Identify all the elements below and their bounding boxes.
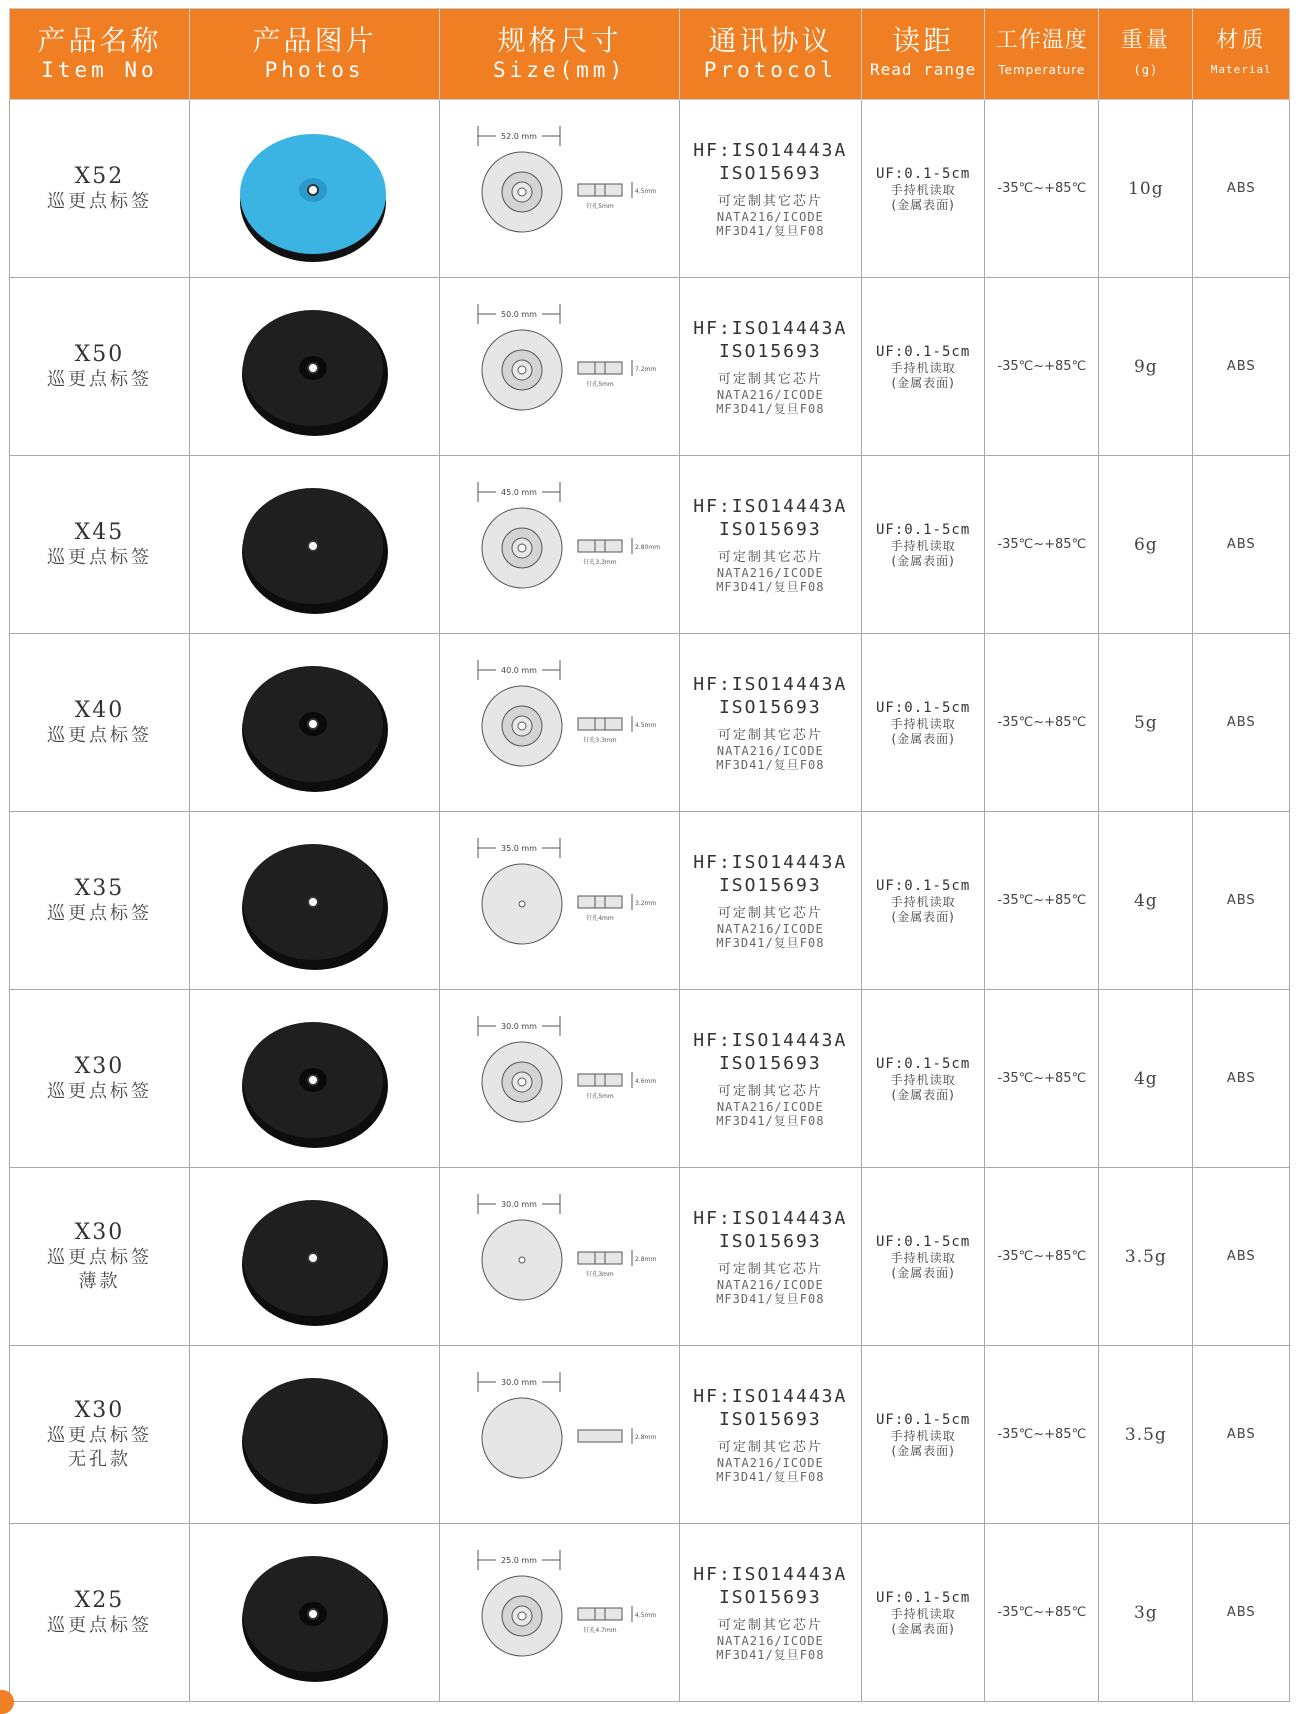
item-name-cell	[10, 1524, 190, 1702]
read-range-cell	[861, 278, 985, 456]
material-cell	[1193, 634, 1290, 812]
protocol-iso15693: ISO15693	[718, 697, 822, 718]
temperature-value: -35℃~+85℃	[997, 1605, 1087, 1620]
size-drawing-cell	[440, 1346, 680, 1524]
top-view-hole	[518, 1078, 526, 1086]
side-view	[578, 1430, 622, 1442]
size-drawing	[460, 1370, 660, 1500]
protocol-chip: MF3D41/复旦F08	[716, 1470, 825, 1484]
table-row	[10, 456, 1290, 634]
read-range-note: 手持机读取	[890, 894, 956, 909]
side-view	[578, 1252, 622, 1264]
temperature-cell	[985, 1168, 1099, 1346]
read-range-value: UF:0.1-5cm	[875, 1055, 971, 1072]
hole-label: 钉孔5mm	[585, 202, 614, 210]
diameter-label: 35.0 mm	[500, 843, 537, 853]
temperature-value: -35℃~+85℃	[997, 181, 1087, 196]
protocol-hf: HF:ISO14443A	[693, 496, 848, 517]
weight-value: 10g	[1128, 178, 1164, 199]
side-view	[578, 362, 622, 374]
read-range-note: (金属表面)	[891, 1443, 955, 1458]
item-code: X30	[74, 1053, 125, 1079]
side-view	[578, 1074, 622, 1086]
size-drawing	[460, 1548, 660, 1678]
photo-cell	[189, 634, 439, 812]
top-view-hole	[519, 901, 525, 907]
read-range-value: UF:0.1-5cm	[875, 1233, 971, 1250]
size-drawing-cell	[440, 456, 680, 634]
size-drawing-cell	[440, 100, 680, 278]
item-variant: 无孔款	[67, 1448, 131, 1470]
item-name-cell	[10, 634, 190, 812]
protocol-iso15693: ISO15693	[718, 519, 822, 540]
hole-label: 钉孔5mm	[585, 1092, 614, 1100]
protocol-cell	[679, 1524, 861, 1702]
material-value: ABS	[1226, 359, 1256, 374]
protocol-iso15693: ISO15693	[718, 1409, 822, 1430]
protocol-chip: MF3D41/复旦F08	[716, 936, 825, 950]
read-range-value: UF:0.1-5cm	[875, 699, 971, 716]
material-cell	[1193, 812, 1290, 990]
material-value: ABS	[1226, 537, 1256, 552]
table-row	[10, 1524, 1290, 1702]
read-range-cell	[861, 456, 985, 634]
tag-photo	[225, 1182, 405, 1332]
thickness-label: 4.5mm	[634, 1611, 656, 1619]
table-row	[10, 1346, 1290, 1524]
protocol-chip: MF3D41/复旦F08	[716, 1292, 825, 1306]
protocol-cell	[679, 634, 861, 812]
size-drawing	[460, 836, 660, 966]
protocol-chip: MF3D41/复旦F08	[716, 1114, 825, 1128]
read-range-note: (金属表面)	[891, 1621, 955, 1636]
thickness-label: 4.6mm	[634, 1077, 656, 1085]
tag-hole	[308, 897, 318, 907]
material-cell	[1193, 990, 1290, 1168]
read-range-cell	[861, 1168, 985, 1346]
tag-photo	[225, 1004, 405, 1154]
temperature-value: -35℃~+85℃	[997, 715, 1087, 730]
header-temperature: 工作温度 Temperature	[985, 9, 1099, 100]
read-range-value: UF:0.1-5cm	[875, 1411, 971, 1428]
material-value: ABS	[1226, 1249, 1256, 1264]
temperature-value: -35℃~+85℃	[997, 893, 1087, 908]
protocol-chip: NATA216/ICODE	[716, 1456, 824, 1470]
protocol-hf: HF:ISO14443A	[693, 674, 848, 695]
item-name: 巡更点标签	[46, 368, 152, 390]
thickness-label: 2.80mm	[634, 543, 660, 551]
table-row	[10, 990, 1290, 1168]
tag-photo	[225, 648, 405, 798]
protocol-cell	[679, 812, 861, 990]
read-range-cell	[861, 1524, 985, 1702]
protocol-cell	[679, 1168, 861, 1346]
item-name: 巡更点标签	[46, 546, 152, 568]
read-range-value: UF:0.1-5cm	[875, 165, 971, 182]
protocol-custom-note: 可定制其它芯片	[717, 728, 823, 743]
table-row	[10, 634, 1290, 812]
hole-label: 钉孔4mm	[585, 914, 614, 922]
protocol-chip: MF3D41/复旦F08	[716, 580, 825, 594]
side-view	[578, 540, 622, 552]
weight-value: 9g	[1133, 356, 1158, 377]
diameter-label: 52.0 mm	[500, 131, 537, 141]
protocol-custom-note: 可定制其它芯片	[717, 1262, 823, 1277]
read-range-note: (金属表面)	[891, 1087, 955, 1102]
material-cell	[1193, 1524, 1290, 1702]
temperature-cell	[985, 100, 1099, 278]
protocol-custom-note: 可定制其它芯片	[717, 1440, 823, 1455]
diameter-label: 30.0 mm	[500, 1021, 537, 1031]
table-row	[10, 1168, 1290, 1346]
protocol-hf: HF:ISO14443A	[693, 1208, 848, 1229]
protocol-custom-note: 可定制其它芯片	[717, 550, 823, 565]
top-view-hole	[519, 1257, 525, 1263]
read-range-note: 手持机读取	[890, 1250, 956, 1265]
material-cell	[1193, 1346, 1290, 1524]
protocol-hf: HF:ISO14443A	[693, 318, 848, 339]
side-view	[578, 184, 622, 196]
protocol-chip: NATA216/ICODE	[716, 566, 824, 580]
item-code: X35	[74, 875, 125, 901]
temperature-cell	[985, 812, 1099, 990]
product-spec-table	[9, 8, 1290, 1702]
read-range-note: (金属表面)	[891, 553, 955, 568]
tag-photo	[225, 114, 405, 264]
material-value: ABS	[1226, 181, 1256, 196]
item-name-cell	[10, 278, 190, 456]
item-name: 巡更点标签	[46, 1614, 152, 1636]
header-material: 材质 Material	[1193, 9, 1290, 100]
protocol-hf: HF:ISO14443A	[693, 1564, 848, 1585]
temperature-cell	[985, 634, 1099, 812]
header-item-no: 产品名称 Item No	[10, 9, 190, 100]
protocol-custom-note: 可定制其它芯片	[717, 1084, 823, 1099]
protocol-chip: NATA216/ICODE	[716, 922, 824, 936]
material-value: ABS	[1226, 1427, 1256, 1442]
temperature-value: -35℃~+85℃	[997, 1427, 1087, 1442]
tag-photo	[225, 470, 405, 620]
protocol-iso15693: ISO15693	[718, 341, 822, 362]
read-range-cell	[861, 1346, 985, 1524]
size-drawing	[460, 658, 660, 788]
diameter-label: 50.0 mm	[500, 309, 537, 319]
weight-cell	[1099, 100, 1193, 278]
read-range-cell	[861, 100, 985, 278]
protocol-cell	[679, 100, 861, 278]
item-name-cell	[10, 812, 190, 990]
material-cell	[1193, 1168, 1290, 1346]
item-code: X50	[74, 341, 125, 367]
item-name-cell	[10, 100, 190, 278]
weight-value: 5g	[1133, 712, 1158, 733]
item-name: 巡更点标签	[46, 1424, 152, 1446]
item-code: X30	[74, 1219, 125, 1245]
photo-cell	[189, 278, 439, 456]
temperature-value: -35℃~+85℃	[997, 1071, 1087, 1086]
size-drawing	[460, 124, 660, 254]
protocol-cell	[679, 278, 861, 456]
read-range-value: UF:0.1-5cm	[875, 1589, 971, 1606]
read-range-value: UF:0.1-5cm	[875, 343, 971, 360]
weight-value: 3.5g	[1124, 1246, 1167, 1267]
read-range-note: 手持机读取	[890, 1606, 956, 1621]
diameter-label: 30.0 mm	[500, 1199, 537, 1209]
tag-hole	[308, 1253, 318, 1263]
item-name-cell	[10, 1346, 190, 1524]
read-range-note: (金属表面)	[891, 1265, 955, 1280]
weight-value: 4g	[1133, 1068, 1158, 1089]
size-drawing-cell	[440, 812, 680, 990]
temperature-value: -35℃~+85℃	[997, 1249, 1087, 1264]
protocol-chip: MF3D41/复旦F08	[716, 758, 825, 772]
tag-hole	[308, 363, 318, 373]
protocol-iso15693: ISO15693	[718, 1231, 822, 1252]
header-read-range: 读距 Read range	[861, 9, 985, 100]
material-value: ABS	[1226, 715, 1256, 730]
material-cell	[1193, 278, 1290, 456]
item-code: X52	[74, 163, 125, 189]
read-range-cell	[861, 812, 985, 990]
weight-cell	[1099, 812, 1193, 990]
read-range-note: 手持机读取	[890, 538, 956, 553]
hole-label: 钉孔4.7mm	[582, 1626, 617, 1634]
read-range-value: UF:0.1-5cm	[875, 877, 971, 894]
weight-value: 4g	[1133, 890, 1158, 911]
header-row	[10, 9, 1290, 100]
weight-value: 3g	[1133, 1602, 1158, 1623]
tag-hole	[308, 541, 318, 551]
read-range-cell	[861, 634, 985, 812]
tag-hole	[308, 185, 318, 195]
temperature-cell	[985, 990, 1099, 1168]
size-drawing	[460, 1192, 660, 1322]
read-range-note: (金属表面)	[891, 731, 955, 746]
item-name: 巡更点标签	[46, 1246, 152, 1268]
read-range-value: UF:0.1-5cm	[875, 521, 971, 538]
hole-label: 钉孔3.3mm	[582, 736, 617, 744]
material-value: ABS	[1226, 1605, 1256, 1620]
table-row	[10, 812, 1290, 990]
thickness-label: 2.8mm	[634, 1433, 656, 1441]
thickness-label: 4.5mm	[634, 187, 656, 195]
protocol-iso15693: ISO15693	[718, 163, 822, 184]
tag-photo	[225, 292, 405, 442]
weight-cell	[1099, 278, 1193, 456]
protocol-custom-note: 可定制其它芯片	[717, 906, 823, 921]
top-view-hole	[518, 722, 526, 730]
protocol-iso15693: ISO15693	[718, 1587, 822, 1608]
protocol-chip: NATA216/ICODE	[716, 210, 824, 224]
tag-top	[243, 1378, 383, 1494]
tag-photo	[225, 1538, 405, 1688]
protocol-chip: MF3D41/复旦F08	[716, 1648, 825, 1662]
item-name: 巡更点标签	[46, 1080, 152, 1102]
item-code: X25	[74, 1587, 125, 1613]
read-range-note: 手持机读取	[890, 360, 956, 375]
weight-cell	[1099, 990, 1193, 1168]
photo-cell	[189, 1524, 439, 1702]
photo-cell	[189, 1346, 439, 1524]
item-code: X45	[74, 519, 125, 545]
weight-cell	[1099, 1346, 1193, 1524]
header-weight: 重量 (g)	[1099, 9, 1193, 100]
item-variant: 薄款	[78, 1270, 121, 1292]
weight-cell	[1099, 1168, 1193, 1346]
item-name: 巡更点标签	[46, 190, 152, 212]
top-view-hole	[518, 544, 526, 552]
read-range-note: 手持机读取	[890, 716, 956, 731]
photo-cell	[189, 812, 439, 990]
protocol-chip: NATA216/ICODE	[716, 744, 824, 758]
protocol-chip: NATA216/ICODE	[716, 388, 824, 402]
temperature-value: -35℃~+85℃	[997, 359, 1087, 374]
item-name-cell	[10, 1168, 190, 1346]
read-range-note: 手持机读取	[890, 1428, 956, 1443]
photo-cell	[189, 456, 439, 634]
size-drawing	[460, 302, 660, 432]
temperature-cell	[985, 1346, 1099, 1524]
protocol-cell	[679, 456, 861, 634]
protocol-hf: HF:ISO14443A	[693, 1030, 848, 1051]
item-name: 巡更点标签	[46, 724, 152, 746]
thickness-label: 7.2mm	[634, 365, 656, 373]
material-cell	[1193, 456, 1290, 634]
top-view-hole	[518, 188, 526, 196]
read-range-cell	[861, 990, 985, 1168]
header-photos: 产品图片 Photos	[189, 9, 439, 100]
tag-hole	[308, 1609, 318, 1619]
temperature-cell	[985, 1524, 1099, 1702]
read-range-note: (金属表面)	[891, 909, 955, 924]
protocol-custom-note: 可定制其它芯片	[717, 372, 823, 387]
header-protocol: 通讯协议 Protocol	[679, 9, 861, 100]
read-range-note: (金属表面)	[891, 375, 955, 390]
protocol-iso15693: ISO15693	[718, 1053, 822, 1074]
read-range-note: 手持机读取	[890, 1072, 956, 1087]
protocol-chip: NATA216/ICODE	[716, 1100, 824, 1114]
protocol-iso15693: ISO15693	[718, 875, 822, 896]
temperature-cell	[985, 278, 1099, 456]
item-name: 巡更点标签	[46, 902, 152, 924]
photo-cell	[189, 990, 439, 1168]
hole-label: 钉孔5mm	[585, 380, 614, 388]
header-size: 规格尺寸 Size(mm)	[440, 9, 680, 100]
weight-cell	[1099, 456, 1193, 634]
photo-cell	[189, 1168, 439, 1346]
protocol-custom-note: 可定制其它芯片	[717, 1618, 823, 1633]
protocol-chip: MF3D41/复旦F08	[716, 402, 825, 416]
tag-hole	[308, 719, 318, 729]
item-code: X40	[74, 697, 125, 723]
diameter-label: 30.0 mm	[500, 1377, 537, 1387]
side-view	[578, 718, 622, 730]
tag-photo	[225, 1360, 405, 1510]
size-drawing-cell	[440, 990, 680, 1168]
top-view-outline	[482, 1398, 562, 1478]
thickness-label: 4.5mm	[634, 721, 656, 729]
material-cell	[1193, 100, 1290, 278]
size-drawing	[460, 480, 660, 610]
protocol-hf: HF:ISO14443A	[693, 852, 848, 873]
temperature-value: -35℃~+85℃	[997, 537, 1087, 552]
diameter-label: 45.0 mm	[500, 487, 537, 497]
weight-cell	[1099, 1524, 1193, 1702]
protocol-hf: HF:ISO14443A	[693, 140, 848, 161]
top-view-hole	[518, 366, 526, 374]
size-drawing-cell	[440, 1168, 680, 1346]
item-name-cell	[10, 990, 190, 1168]
weight-value: 6g	[1133, 534, 1158, 555]
weight-value: 3.5g	[1124, 1424, 1167, 1445]
read-range-note: (金属表面)	[891, 197, 955, 212]
top-view-hole	[518, 1612, 526, 1620]
protocol-custom-note: 可定制其它芯片	[717, 194, 823, 209]
hole-label: 钉孔3mm	[585, 1270, 614, 1278]
tag-hole	[308, 1075, 318, 1085]
diameter-label: 40.0 mm	[500, 665, 537, 675]
tag-photo	[225, 826, 405, 976]
photo-cell	[189, 100, 439, 278]
thickness-label: 2.8mm	[634, 1255, 656, 1263]
item-code: X30	[74, 1397, 125, 1423]
material-value: ABS	[1226, 1071, 1256, 1086]
protocol-chip: NATA216/ICODE	[716, 1278, 824, 1292]
size-drawing-cell	[440, 1524, 680, 1702]
protocol-cell	[679, 1346, 861, 1524]
hole-label: 钉孔3.3mm	[582, 558, 617, 566]
material-value: ABS	[1226, 893, 1256, 908]
thickness-label: 3.2mm	[634, 899, 656, 907]
weight-cell	[1099, 634, 1193, 812]
side-view	[578, 896, 622, 908]
temperature-cell	[985, 456, 1099, 634]
protocol-hf: HF:ISO14443A	[693, 1386, 848, 1407]
table-row	[10, 278, 1290, 456]
size-drawing-cell	[440, 634, 680, 812]
diameter-label: 25.0 mm	[500, 1555, 537, 1565]
size-drawing	[460, 1014, 660, 1144]
item-name-cell	[10, 456, 190, 634]
read-range-note: 手持机读取	[890, 182, 956, 197]
side-view	[578, 1608, 622, 1620]
size-drawing-cell	[440, 278, 680, 456]
protocol-chip: MF3D41/复旦F08	[716, 224, 825, 238]
table-row	[10, 100, 1290, 278]
protocol-cell	[679, 990, 861, 1168]
protocol-chip: NATA216/ICODE	[716, 1634, 824, 1648]
